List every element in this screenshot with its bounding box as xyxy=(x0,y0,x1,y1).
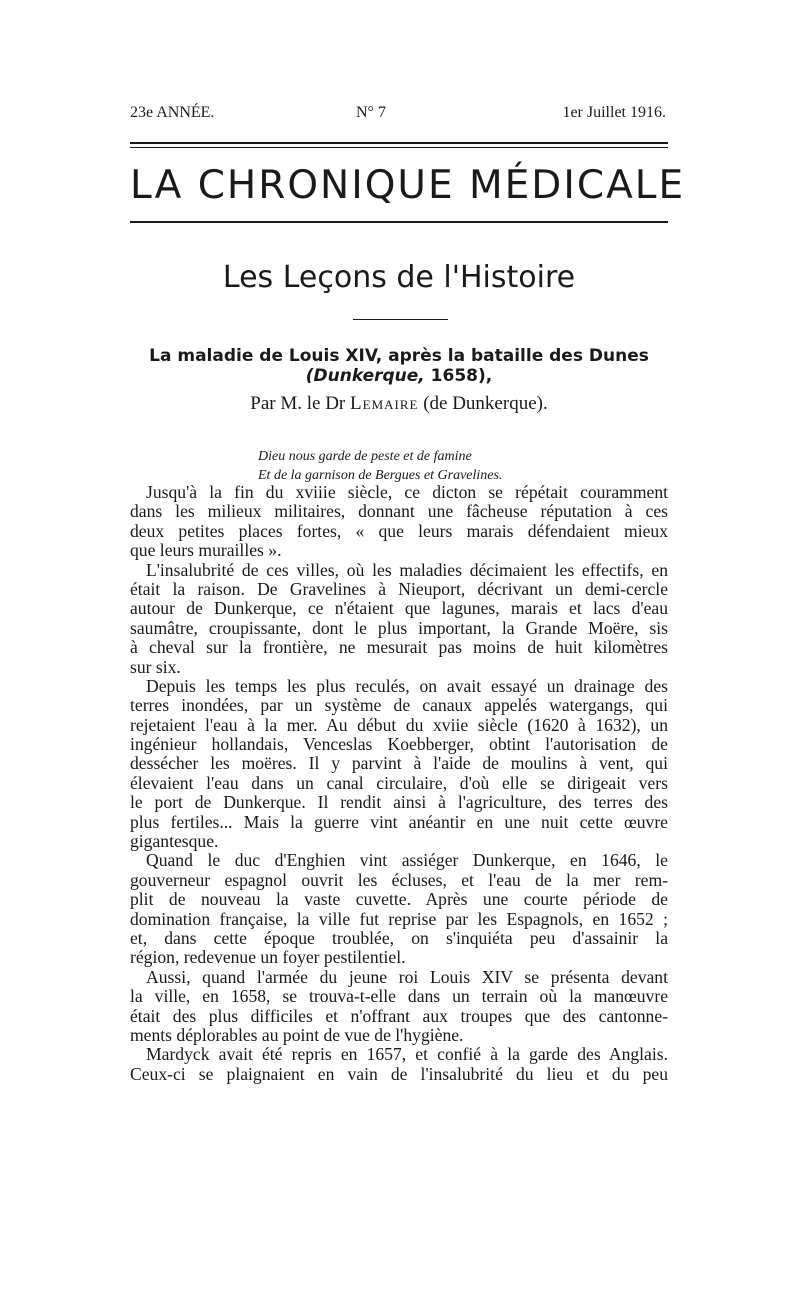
header-rule-top-thin xyxy=(130,147,668,148)
article-title-year: 1658), xyxy=(430,366,493,386)
body-line: ingénieur hollandais, Venceslas Koebberger, obtint l'autorisation de xyxy=(130,734,668,755)
article-body xyxy=(130,483,668,1084)
body-line: était la raison. De Gravelines à Nieuport, décrivant un demi-cercle xyxy=(130,578,668,599)
byline xyxy=(130,393,668,415)
body-line: élevaient l'eau dans un canal circulaire, d'où elle se dirigeait vers xyxy=(130,772,668,793)
section-title: Les Leçons de l'Histoire xyxy=(222,260,576,295)
body-line: Depuis les temps les plus reculés, on avait essayé un drainage des xyxy=(146,675,668,696)
byline-author: Lemaire xyxy=(350,393,419,414)
body-line: deux petites places fortes, « que leurs marais défendaient mieux xyxy=(130,520,668,541)
body-line: était des plus difficiles et n'offrant aux troupes que des cantonne- xyxy=(130,1005,668,1026)
header-rule-top xyxy=(130,142,668,144)
journal-title: LA CHRONIQUE MÉDICALE xyxy=(130,163,686,208)
body-line: gouverneur espagnol ouvrit les écluses, et l'eau de la mer rem- xyxy=(130,869,668,890)
issue-number: N° 7 xyxy=(356,104,386,121)
body-line: domination française, la ville fut reprise par les Espagnols, en 1652 ; xyxy=(130,908,668,929)
epigraph-line: Dieu nous garde de peste et de famine xyxy=(258,449,472,464)
body-line: gigantesque. xyxy=(130,831,219,852)
body-line: que leurs murailles ». xyxy=(130,540,282,561)
issue-header xyxy=(130,104,666,126)
body-line: rejetaient l'eau à la mer. Au début du xviie siècle (1620 à 1632), un xyxy=(130,714,668,735)
body-line: ments déplorables au point de vue de l'hygiène. xyxy=(130,1024,464,1045)
body-line: région, redevenue un foyer pestilentiel. xyxy=(130,947,406,968)
body-line: saumâtre, croupissante, dont le plus important, la Grande Moëre, sis xyxy=(130,617,668,638)
body-line: plus fertiles... Mais la guerre vint anéantir en une nuit cette œuvre xyxy=(130,811,668,832)
body-line: Ceux-ci se plaignaient en vain de l'insalubrité du lieu et du peu xyxy=(130,1063,668,1084)
epigraph xyxy=(258,447,678,485)
body-line: la ville, en 1658, se trouva-t-elle dans un terrain où la manœuvre xyxy=(130,986,668,1007)
body-line: autour de Dunkerque, ce n'étaient que lagunes, marais et lacs d'eau xyxy=(130,598,668,619)
body-line: Mardyck avait été repris en 1657, et confié à la garde des Anglais. xyxy=(146,1044,668,1065)
byline-prefix: Par M. le Dr xyxy=(250,393,346,414)
header-rule-bottom xyxy=(130,221,668,223)
body-line: et, dans cette époque troublée, on s'inquiéta peu d'assainir la xyxy=(130,927,668,948)
body-line: terres inondées, par un système de canaux appelés watergangs, qui xyxy=(130,695,668,716)
article-title xyxy=(130,346,668,386)
byline-suffix: (de Dunkerque). xyxy=(423,393,548,414)
body-line: sur six. xyxy=(130,656,181,677)
body-line: à cheval sur la frontière, ne mesurait pas moins de huit kilomètres xyxy=(130,637,668,658)
body-line: le port de Dunkerque. Il rendit ainsi à l'agriculture, des terres des xyxy=(130,792,668,813)
article-title-line2 xyxy=(130,366,668,386)
body-line: L'insalubrité de ces villes, où les maladies décimaient les effectifs, en xyxy=(146,559,668,580)
article-title-place: (Dunkerque, xyxy=(305,366,425,386)
body-line: Jusqu'à la fin du xviiie siècle, ce dicton se répétait couramment xyxy=(146,482,668,502)
epigraph-line: Et de la garnison de Bergues et Gravelines. xyxy=(258,468,503,483)
issue-date: 1er Juillet 1916. xyxy=(562,104,666,121)
body-line: Aussi, quand l'armée du jeune roi Louis XIV se présenta devant xyxy=(146,966,668,987)
article-title-line1: La maladie de Louis XIV, après la bataille des Dunes xyxy=(149,346,649,366)
body-line: plit de nouveau la vaste cuvette. Après une courte période de xyxy=(130,889,668,910)
issue-year: 23e ANNÉE. xyxy=(130,104,215,121)
body-line: Quand le duc d'Enghien vint assiéger Dunkerque, en 1646, le xyxy=(146,850,668,871)
section-divider xyxy=(353,319,448,320)
body-line: dans les milieux militaires, donnant une fâcheuse réputation à ces xyxy=(130,501,668,522)
body-line: dessécher les moëres. Il y parvint à l'aide de moulins à vent, qui xyxy=(130,753,668,774)
